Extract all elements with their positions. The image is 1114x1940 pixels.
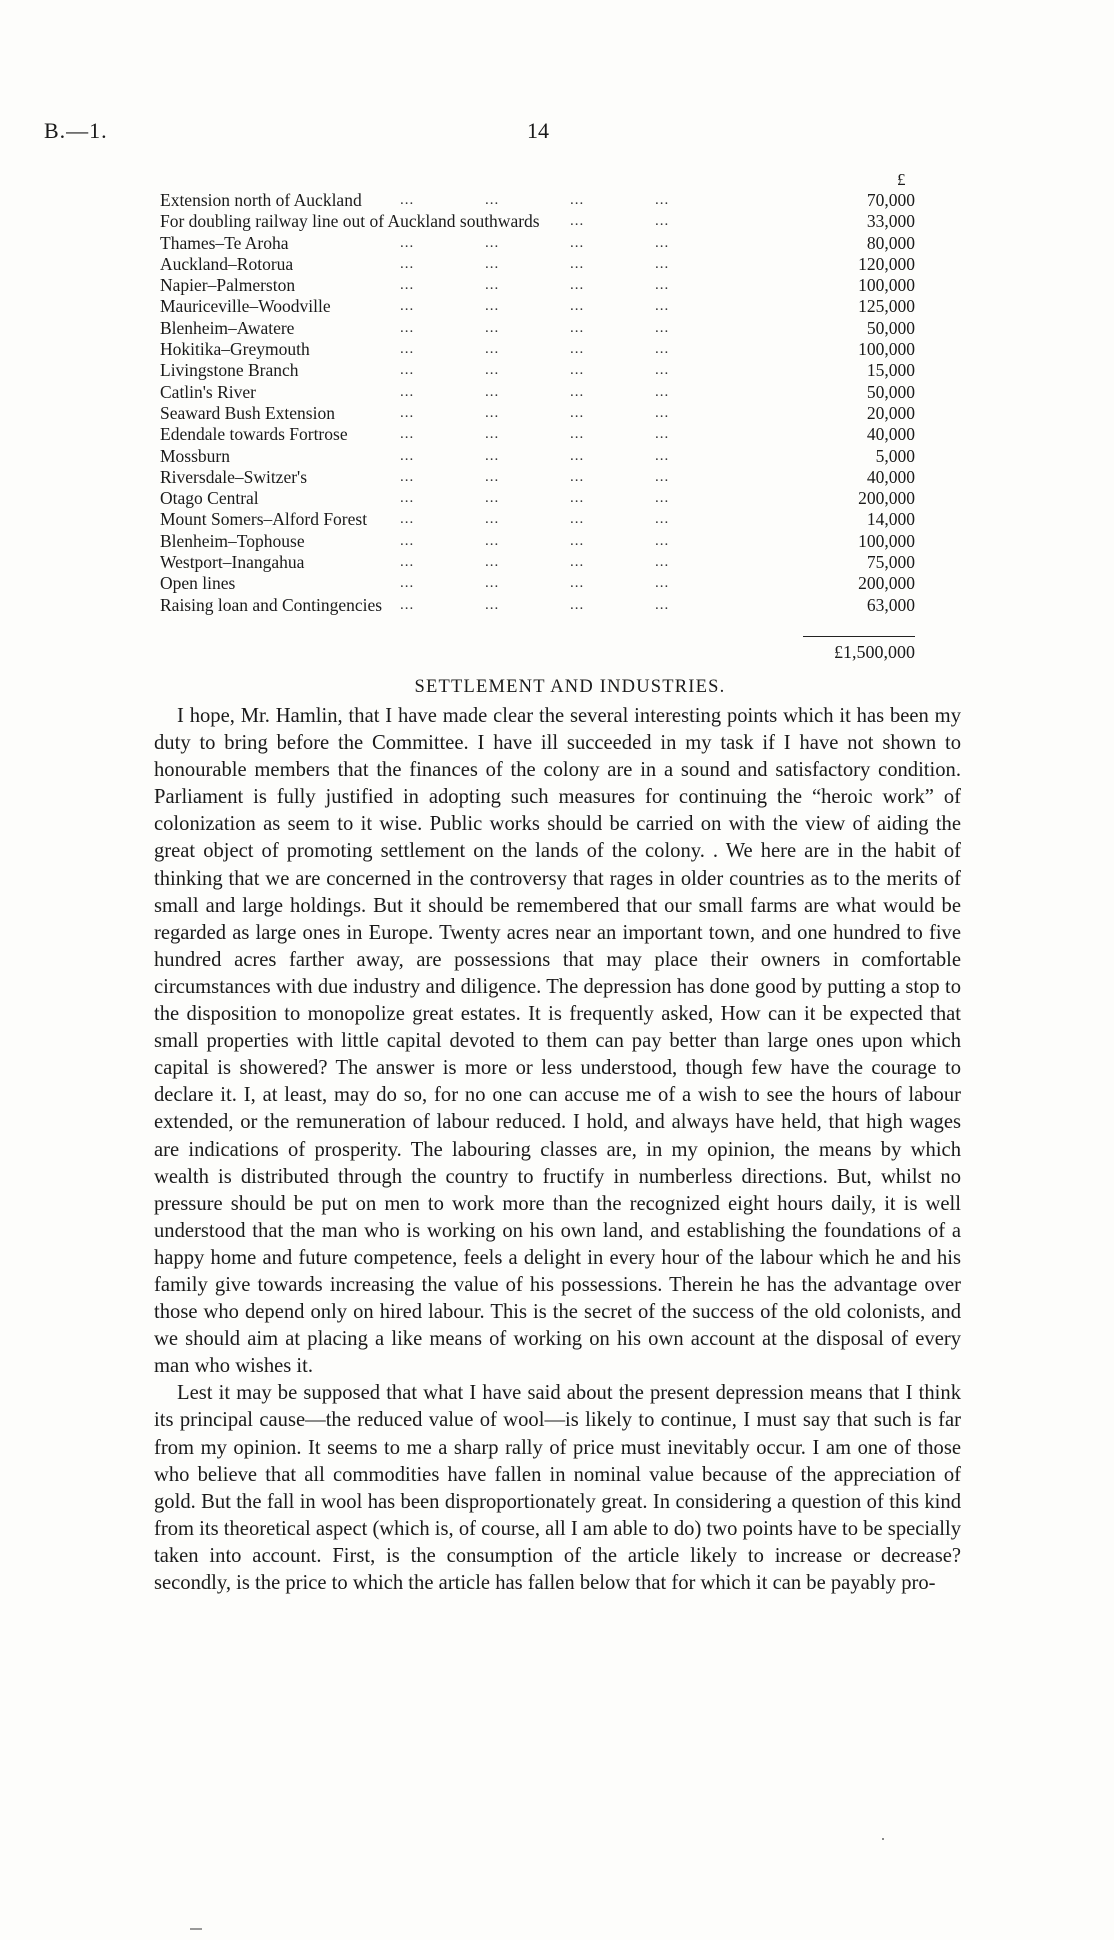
leader-dots: ... <box>570 468 585 485</box>
leader-dots: ... <box>485 234 500 251</box>
leader-dots: ... <box>655 362 670 379</box>
leader-dots: ... <box>400 383 415 400</box>
row-label: Riversdale–Switzer's <box>160 466 308 487</box>
row-amount: 40,000 <box>866 466 915 487</box>
leader-dots: ... <box>570 341 585 358</box>
leader-dots: ... <box>400 319 415 336</box>
row-label: Thames–Te Aroha <box>160 232 289 253</box>
leader-dots: ... <box>485 596 500 613</box>
table-row <box>160 360 915 381</box>
leader-dots: ... <box>655 490 670 507</box>
table-row <box>160 382 915 403</box>
leader-dots: ... <box>655 447 670 464</box>
leader-dots: ... <box>655 213 670 230</box>
leader-dots: ... <box>485 447 500 464</box>
leader-dots: ... <box>485 490 500 507</box>
table-row <box>160 403 915 424</box>
leader-dots: ... <box>655 298 670 315</box>
leader-dots: ... <box>485 298 500 315</box>
row-label: Mount Somers–Alford Forest <box>160 509 368 530</box>
table-row <box>160 339 915 360</box>
row-amount: 125,000 <box>858 296 915 317</box>
row-amount: 70,000 <box>866 190 915 210</box>
leader-dots: ... <box>570 383 585 400</box>
dot-leader <box>160 446 915 467</box>
leader-dots: ... <box>485 532 500 549</box>
leader-dots: ... <box>400 192 415 208</box>
leader-dots: ... <box>570 234 585 251</box>
row-amount: 20,000 <box>866 402 915 423</box>
leader-dots: ... <box>655 234 670 251</box>
row-label: Hokitika–Greymouth <box>160 339 310 360</box>
leader-dots: ... <box>570 192 585 208</box>
row-label: Catlin's River <box>160 381 256 402</box>
leader-dots: ... <box>485 383 500 400</box>
table-row <box>160 509 915 530</box>
leader-dots: ... <box>485 404 500 421</box>
leader-dots: ... <box>655 575 670 592</box>
leader-dots: ... <box>570 255 585 272</box>
row-amount: 75,000 <box>866 552 915 573</box>
dot-leader <box>160 488 915 509</box>
leader-dots: ... <box>655 596 670 613</box>
leader-dots: ... <box>400 532 415 549</box>
leader-dots: ... <box>570 298 585 315</box>
row-label: For doubling railway line out of Auckland southwards <box>160 211 540 232</box>
table-row <box>160 573 915 594</box>
row-label: Blenheim–Awatere <box>160 317 295 338</box>
row-amount: 63,000 <box>866 594 915 615</box>
leader-dots: ... <box>485 554 500 571</box>
leader-dots: ... <box>400 511 415 528</box>
leader-dots: ... <box>400 447 415 464</box>
table-row <box>160 595 915 616</box>
leader-dots: ... <box>400 298 415 315</box>
table-row <box>160 531 915 552</box>
expenditure-table <box>160 190 915 616</box>
dot-leader <box>160 382 915 403</box>
row-amount: 200,000 <box>858 488 915 509</box>
row-amount: 33,000 <box>866 211 915 232</box>
leader-dots: ... <box>570 511 585 528</box>
row-label: Open lines <box>160 573 236 594</box>
table-row <box>160 254 915 275</box>
row-label: Edendale towards Fortrose <box>160 424 348 445</box>
leader-dots: ... <box>570 319 585 336</box>
row-label: Napier–Palmerston <box>160 275 296 296</box>
page-number: 14 <box>527 118 549 143</box>
currency-symbol: £ <box>897 170 906 189</box>
leader-dots: ... <box>485 362 500 379</box>
row-label: Westport–Inangahua <box>160 552 305 573</box>
row-label: Otago Central <box>160 488 259 509</box>
leader-dots: ... <box>570 404 585 421</box>
leader-dots: ... <box>655 511 670 528</box>
leader-dots: ... <box>655 341 670 358</box>
page-speck <box>882 1838 884 1840</box>
leader-dots: ... <box>400 554 415 571</box>
leader-dots: ... <box>570 213 585 230</box>
leader-dots: ... <box>655 319 670 336</box>
row-label: Mauriceville–Woodville <box>160 296 331 317</box>
row-amount: 50,000 <box>866 317 915 338</box>
leader-dots: ... <box>485 468 500 485</box>
row-amount: 80,000 <box>866 232 915 253</box>
row-label: Extension north of Auckland <box>160 190 362 210</box>
body-text <box>154 703 961 1597</box>
leader-dots: ... <box>485 511 500 528</box>
row-amount: 100,000 <box>858 339 915 360</box>
leader-dots: ... <box>485 426 500 443</box>
leader-dots: ... <box>570 362 585 379</box>
leader-dots: ... <box>400 255 415 272</box>
row-amount: 15,000 <box>866 360 915 381</box>
row-amount: 14,000 <box>866 509 915 530</box>
leader-dots: ... <box>655 468 670 485</box>
table-row <box>160 233 915 254</box>
table-row <box>160 275 915 296</box>
row-amount: 200,000 <box>858 573 915 594</box>
leader-dots: ... <box>400 575 415 592</box>
table-row <box>160 296 915 317</box>
row-label: Auckland–Rotorua <box>160 253 294 274</box>
leader-dots: ... <box>485 319 500 336</box>
leader-dots: ... <box>570 532 585 549</box>
page-footmark <box>190 1928 202 1930</box>
leader-dots: ... <box>485 192 500 208</box>
leader-dots: ... <box>570 490 585 507</box>
leader-dots: ... <box>655 404 670 421</box>
table-row <box>160 467 915 488</box>
section-title: SETTLEMENT AND INDUSTRIES. <box>414 677 726 697</box>
leader-dots: ... <box>655 554 670 571</box>
row-label: Seaward Bush Extension <box>160 402 335 423</box>
leader-dots: ... <box>485 341 500 358</box>
table-row <box>160 318 915 339</box>
row-amount: 100,000 <box>858 275 915 296</box>
row-amount: 120,000 <box>858 253 915 274</box>
leader-dots: ... <box>485 575 500 592</box>
leader-dots: ... <box>400 234 415 251</box>
table-total: £1,500,000 <box>834 642 915 662</box>
paragraph: I hope, Mr. Hamlin, that I have made clear the several interesting points which it has been my duty to bring before the Committee. I have ill succeeded in my task if I have not shown to honourable members that the finances of the colony are in a sound and satisfactory condition. Parliament is fully justified in adopting such measures for continuing the “heroic work” of colonization as seem to it wise. Public works should be carried on with the view of aiding the great object of promoting settlement on the lands of the colony. . We here are in the habit of thinking that we are concerned in the controversy that rages in older countries as to the merits of small and large holdings. But it should be remembered that our small farms are what would be regarded as large ones in Europe. Twenty acres near an important town, and one hundred to five hundred acres farther away, are possessions that may place their owners in comfortable circumstances with due industry and diligence. The depression has done good by putting a stop to the disposition to monopolize great estates. It is frequently asked, How can it be expected that small properties with little capital devoted to them can pay better than large ones upon which capital is showered? The answer is more or less understood, though few have the courage to declare it. I, at least, may do so, for no one can accuse me of a wish to see the hours of labour extended, or the remuneration of labour reduced. I hold, and always have held, that high wages are indications of prosperity. The labouring classes are, in my opinion, the means by which wealth is distributed through the country to fructify in numberless directions. But, whilst no pressure should be put on men to work more than the recognized eight hours daily, it is well understood that the man who is working on his own land, and establishing the foundations of a happy home and future competence, feels a delight in every hour of the labour which he and his family give towards increasing the value of his possessions. Therein he has the advantage over those who depend only on hired labour. This is the secret of the success of the old colonists, and we should aim at placing a like means of working on his own account at the disposal of every man who wishes it. <box>154 705 961 1378</box>
table-row <box>160 211 915 232</box>
leader-dots: ... <box>570 277 585 294</box>
row-amount: 100,000 <box>858 530 915 551</box>
row-amount: 40,000 <box>866 424 915 445</box>
document-reference: B.—1. <box>44 118 108 143</box>
leader-dots: ... <box>655 277 670 294</box>
leader-dots: ... <box>570 575 585 592</box>
row-amount: 5,000 <box>875 445 915 466</box>
table-row <box>160 424 915 445</box>
row-label: Raising loan and Contingencies <box>160 594 383 615</box>
row-label: Mossburn <box>160 445 231 466</box>
leader-dots: ... <box>400 490 415 507</box>
table-row <box>160 190 915 211</box>
leader-dots: ... <box>570 426 585 443</box>
total-rule <box>803 636 915 637</box>
leader-dots: ... <box>570 447 585 464</box>
row-amount: 50,000 <box>866 381 915 402</box>
leader-dots: ... <box>400 426 415 443</box>
leader-dots: ... <box>400 404 415 421</box>
row-label: Livingstone Branch <box>160 360 299 381</box>
paragraph: Lest it may be supposed that what I have said about the present depression means that I think its principal cause—the reduced value of wool—is likely to continue, I must say that such is far from my opinion. It seems to me a sharp rally of price must inevitably occur. I am one of those who believe that all commodities have fallen in nominal value because of the appreciation of gold. But the fall in wool has been disproportionately great. In considering a question of this kind from its theoretical aspect (which is, of course, all I am able to do) two points have to be specially taken into account. First, is the consumption of the article likely to increase or decrease? secondly, is the price to which the article has fallen below that for which it can be payably pro- <box>154 1382 961 1594</box>
leader-dots: ... <box>485 255 500 272</box>
dot-leader <box>160 573 915 594</box>
leader-dots: ... <box>400 341 415 358</box>
leader-dots: ... <box>655 532 670 549</box>
row-label: Blenheim–Tophouse <box>160 530 305 551</box>
leader-dots: ... <box>400 468 415 485</box>
leader-dots: ... <box>655 255 670 272</box>
table-row <box>160 488 915 509</box>
leader-dots: ... <box>655 426 670 443</box>
table-row <box>160 446 915 467</box>
leader-dots: ... <box>400 362 415 379</box>
leader-dots: ... <box>400 596 415 613</box>
leader-dots: ... <box>570 596 585 613</box>
table-row <box>160 552 915 573</box>
leader-dots: ... <box>655 192 670 208</box>
leader-dots: ... <box>655 383 670 400</box>
leader-dots: ... <box>400 277 415 294</box>
leader-dots: ... <box>485 277 500 294</box>
leader-dots: ... <box>570 554 585 571</box>
